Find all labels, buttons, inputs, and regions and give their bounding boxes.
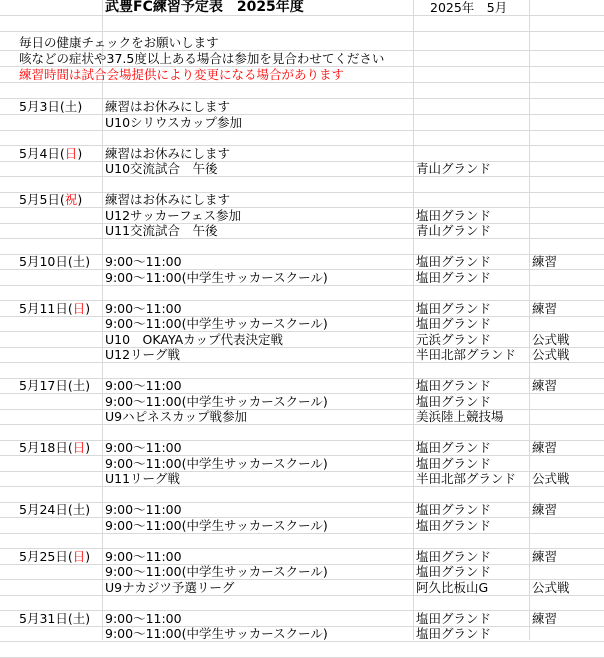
venue-cell: 塩田グランド (416, 440, 492, 455)
venue-cell: 塩田グランド (416, 549, 492, 564)
date-cell (19, 99, 82, 114)
venue-cell: 塩田グランド (416, 316, 492, 331)
activity-cell: 9:00～11:00 (105, 549, 182, 564)
blank-row (0, 595, 604, 611)
venue-cell: 塩田グランド (416, 394, 492, 409)
day-of-week: 日 (64, 146, 78, 161)
activity-cell: 9:00～11:00 (105, 611, 182, 626)
blank-row (0, 83, 604, 99)
venue-cell: 阿久比板山G (416, 580, 489, 595)
venue-cell: 青山グランド (416, 223, 492, 238)
note-text: 毎日の健康チェックをお願いします (19, 35, 219, 50)
schedule-row (0, 316, 604, 332)
activity-cell: U9ハピネスカップ戦参加 (105, 409, 247, 424)
schedule-row (0, 611, 604, 627)
date-text: 5月3日( (19, 99, 65, 114)
venue-cell: 塩田グランド (416, 254, 492, 269)
venue-cell: 半田北部グランド (416, 471, 517, 486)
activity-cell: U12リーグ戦 (105, 347, 181, 362)
schedule-row (0, 471, 604, 487)
activity-cell: U10シリウスカップ参加 (105, 115, 243, 130)
date-close-paren: ) (85, 611, 91, 626)
venue-cell: 塩田グランド (416, 518, 492, 533)
date-cell (19, 502, 90, 517)
schedule-row (0, 549, 604, 565)
activity-cell: U12サッカーフェス参加 (105, 208, 242, 223)
day-of-week: 日 (72, 301, 86, 316)
date-close-paren: ) (85, 254, 91, 269)
venue-cell: 塩田グランド (416, 208, 492, 223)
activity-cell: 9:00～11:00 (105, 378, 182, 393)
type-cell: 公式戦 (532, 347, 570, 362)
note-text: 咳などの症状や37.5度以上ある場合は参加を見合わせてください (19, 51, 385, 66)
activity-cell: 9:00～11:00(中学生サッカースクール) (105, 456, 328, 471)
schedule-row (0, 409, 604, 425)
schedule-row (0, 301, 604, 317)
venue-cell: 塩田グランド (416, 626, 492, 641)
date-text: 5月18日( (19, 440, 73, 455)
date-text: 5月24日( (19, 502, 73, 517)
date-close-paren: ) (85, 502, 91, 517)
date-cell (19, 611, 90, 626)
blank-row (0, 425, 604, 441)
activity-cell: 9:00～11:00 (105, 502, 182, 517)
activity-cell: 9:00～11:00(中学生サッカースクール) (105, 394, 328, 409)
schedule-row (0, 146, 604, 162)
date-cell (19, 192, 82, 207)
venue-cell: 半田北部グランド (416, 347, 517, 362)
activity-cell: U11交流試合 午後 (105, 223, 218, 238)
note-row (0, 35, 604, 51)
day-of-week: 日 (72, 440, 86, 455)
venue-cell: 塩田グランド (416, 456, 492, 471)
date-close-paren: ) (85, 440, 91, 455)
schedule-row (0, 347, 604, 363)
activity-cell: U10交流試合 午後 (105, 161, 218, 176)
venue-cell: 塩田グランド (416, 378, 492, 393)
day-of-week: 土 (72, 502, 86, 517)
type-cell: 練習 (532, 301, 558, 316)
schedule-row (0, 518, 604, 534)
activity-cell: 9:00～11:00(中学生サッカースクール) (105, 518, 328, 533)
schedule-row (0, 502, 604, 518)
date-cell (19, 440, 90, 455)
venue-cell: 元浜グランド (416, 332, 492, 347)
venue-cell: 塩田グランド (416, 301, 492, 316)
note-row (0, 67, 604, 83)
activity-cell: 練習はお休みにします (105, 146, 231, 161)
type-cell: 公式戦 (532, 332, 570, 347)
date-text: 5月4日( (19, 146, 65, 161)
schedule-row (0, 270, 604, 286)
type-cell: 練習 (532, 549, 558, 564)
activity-cell: 9:00～11:00 (105, 301, 182, 316)
venue-cell: 塩田グランド (416, 611, 492, 626)
type-cell: 公式戦 (532, 580, 570, 595)
schedule-row (0, 456, 604, 472)
day-of-week: 土 (72, 378, 86, 393)
schedule-row (0, 332, 604, 348)
activity-cell: U11リーグ戦 (105, 471, 181, 486)
blank-row (0, 16, 604, 32)
schedule-row (0, 580, 604, 596)
blank-row (0, 239, 604, 255)
date-cell (19, 301, 90, 316)
venue-cell: 塩田グランド (416, 564, 492, 579)
note-text-warning: 練習時間は試合会場提供により変更になる場合があります (19, 67, 345, 82)
blank-row (0, 642, 604, 658)
schedule-row (0, 378, 604, 394)
day-of-week: 土 (72, 611, 86, 626)
date-cell (19, 146, 82, 161)
venue-cell: 塩田グランド (416, 270, 492, 285)
type-cell: 練習 (532, 502, 558, 517)
blank-row (0, 363, 604, 379)
activity-cell: 9:00～11:00 (105, 440, 182, 455)
type-cell: 練習 (532, 611, 558, 626)
activity-cell: 練習はお休みにします (105, 192, 231, 207)
page-title: 武豊FC練習予定表 2025年度 (105, 0, 304, 15)
activity-cell: 9:00～11:00(中学生サッカースクール) (105, 626, 328, 641)
date-text: 5月31日( (19, 611, 73, 626)
day-of-week: 土 (64, 99, 78, 114)
date-close-paren: ) (77, 146, 83, 161)
date-text: 5月25日( (19, 549, 73, 564)
title-row (0, 0, 604, 16)
venue-cell: 青山グランド (416, 161, 492, 176)
date-cell (19, 549, 90, 564)
schedule-row (0, 115, 604, 131)
date-close-paren: ) (77, 192, 83, 207)
type-cell: 練習 (532, 254, 558, 269)
date-close-paren: ) (85, 549, 91, 564)
date-text: 5月5日( (19, 192, 65, 207)
schedule-row (0, 192, 604, 208)
type-cell: 練習 (532, 378, 558, 393)
date-cell (19, 378, 90, 393)
date-text: 5月17日( (19, 378, 73, 393)
activity-cell: 練習はお休みにします (105, 99, 231, 114)
blank-row (0, 285, 604, 301)
date-close-paren: ) (85, 378, 91, 393)
activity-cell: 9:00～11:00(中学生サッカースクール) (105, 270, 328, 285)
schedule-row (0, 564, 604, 580)
date-text: 5月11日( (19, 301, 73, 316)
year-month-label: 2025年 5月 (430, 0, 508, 15)
activity-cell: 9:00～11:00 (105, 254, 182, 269)
venue-cell: 美浜陸上競技場 (416, 409, 504, 424)
blank-row (0, 487, 604, 503)
schedule-row (0, 223, 604, 239)
activity-cell: 9:00～11:00(中学生サッカースクール) (105, 316, 328, 331)
schedule-row (0, 440, 604, 456)
schedule-row (0, 208, 604, 224)
schedule-row (0, 394, 604, 410)
date-close-paren: ) (85, 301, 91, 316)
note-row (0, 51, 604, 67)
date-cell (19, 254, 90, 269)
blank-row (0, 177, 604, 193)
day-of-week: 日 (72, 549, 86, 564)
activity-cell: U10 OKAYAカップ代表決定戦 (105, 332, 284, 347)
date-text: 5月10日( (19, 254, 73, 269)
day-of-week: 土 (72, 254, 86, 269)
schedule-row (0, 254, 604, 270)
blank-row (0, 533, 604, 549)
activity-cell: 9:00～11:00(中学生サッカースクール) (105, 564, 328, 579)
venue-cell: 塩田グランド (416, 502, 492, 517)
schedule-row (0, 161, 604, 177)
date-close-paren: ) (77, 99, 83, 114)
type-cell: 公式戦 (532, 471, 570, 486)
day-of-week: 祝 (64, 192, 78, 207)
type-cell: 練習 (532, 440, 558, 455)
schedule-row (0, 99, 604, 115)
blank-row (0, 130, 604, 146)
activity-cell: U9ナカジツ予選リーグ (105, 580, 235, 595)
